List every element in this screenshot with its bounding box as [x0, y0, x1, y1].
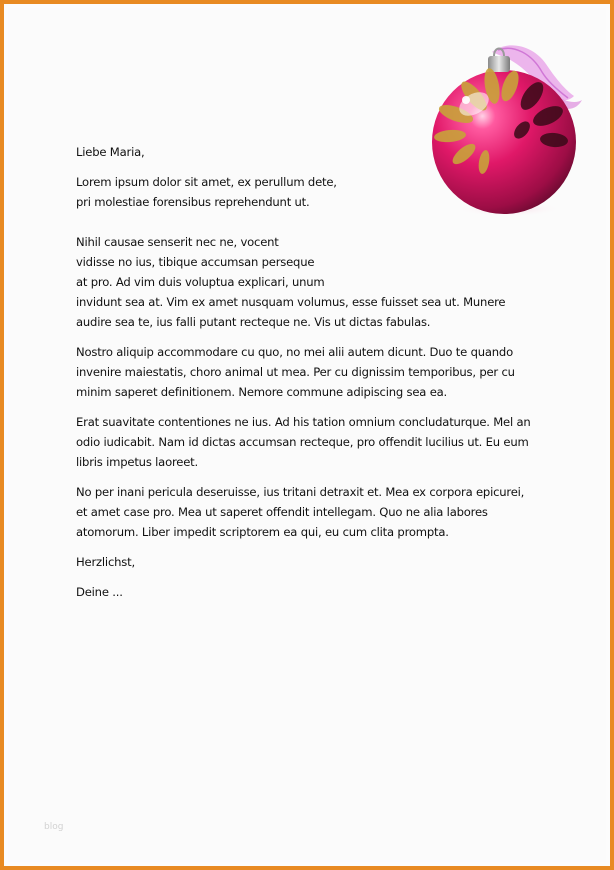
paragraph-5: No per inani pericula deseruisse, ius tritani detraxit et. Mea ex corpora epicurei, et amet case pro. Mea ut saperet offendit intellegam. Quo ne alia labores atomorum. Liber impedit scriptorem ea qui, eu cum clita prompta. — [76, 485, 525, 539]
paragraph-3: Nostro aliquip accommodare cu quo, no mei alii autem dicunt. Duo te quando invenire maiestatis, choro animal ut mea. Per cu dignissim temporibus, per cu minim saperet definitionem. Nemore commune adipiscing sea ea. — [76, 345, 515, 399]
paragraph-2: Nihil causae senserit nec ne, vocent vidisse no ius, tibique accumsan perseque at pro. Ad vim duis voluptua explicari, unum invidunt sea at. Vim ex amet nusquam volumus, esse fuisset sea ut. Munere audire sea te, ius falli putant recteque ne. Vis ut dictas fabulas. — [76, 235, 506, 329]
salutation: Liebe Maria, — [76, 145, 145, 159]
paragraph-4: Erat suavitate contentiones ne ius. Ad his tation omnium concludaturque. Mel an odio iudicabit. Nam id dictas accumsan recteque, pro offendit lucilius ut. Eu eum libris impetus laoreet. — [76, 415, 531, 469]
watermark: blog — [44, 822, 64, 832]
paragraph-1: Lorem ipsum dolor sit amet, ex perullum dete, pri molestiae forensibus reprehendunt ut. — [76, 175, 337, 209]
letter-body — [76, 142, 556, 612]
signature: Deine ... — [76, 585, 123, 599]
closing: Herzlichst, — [76, 555, 135, 569]
